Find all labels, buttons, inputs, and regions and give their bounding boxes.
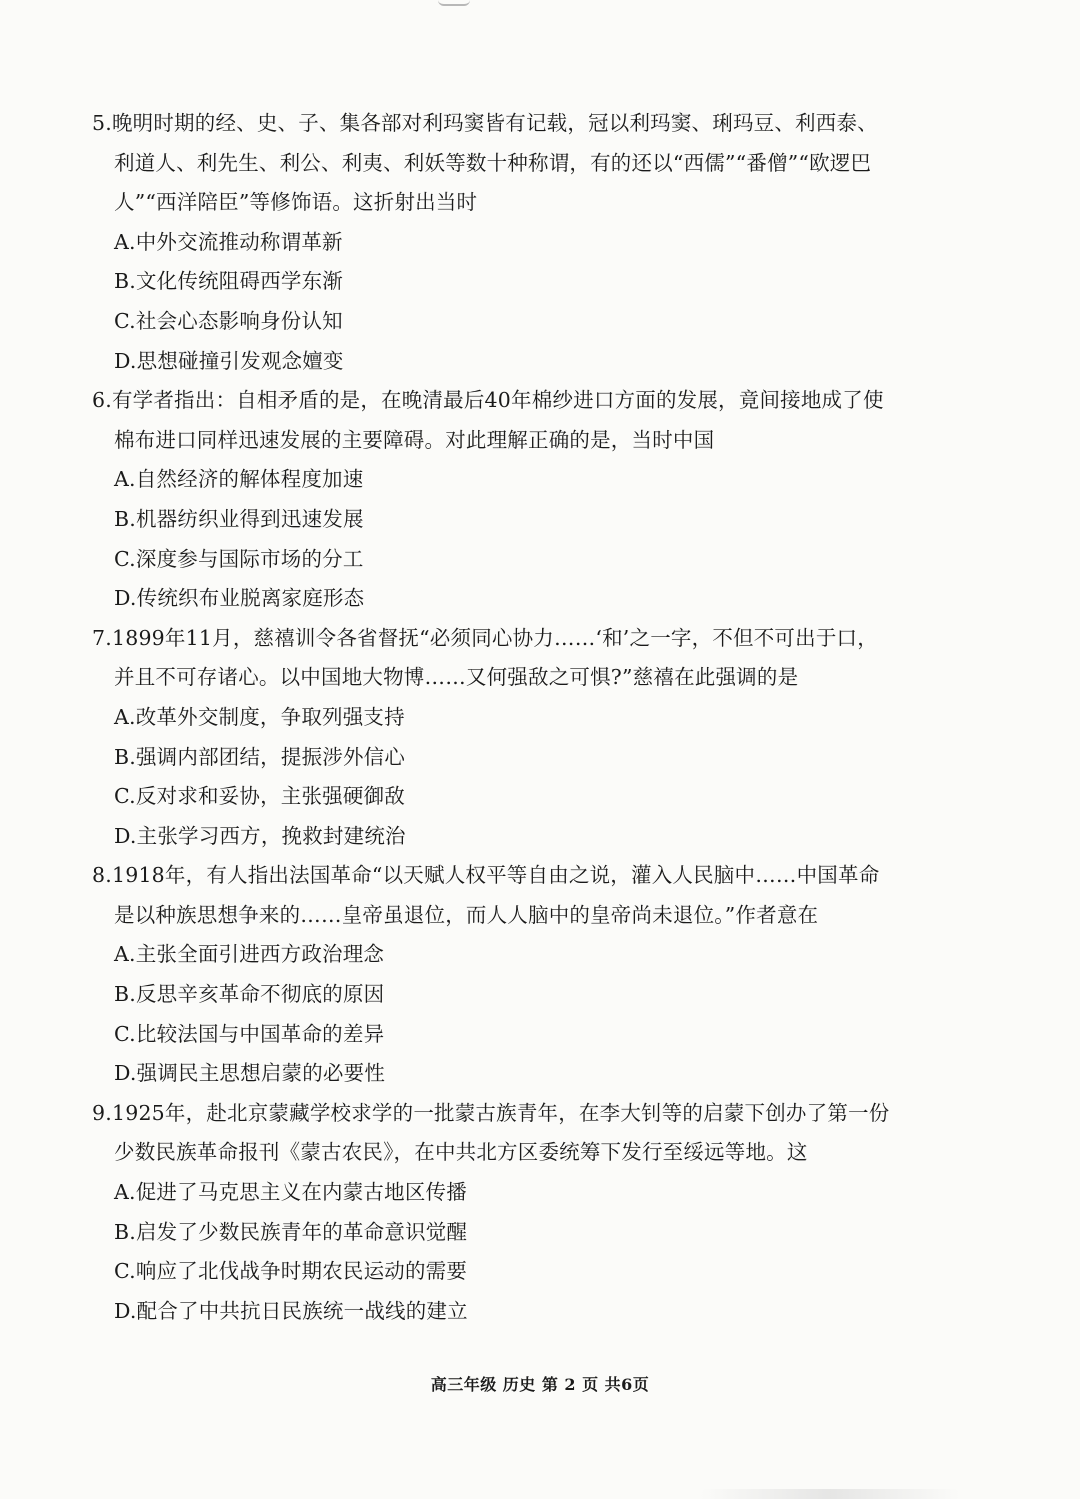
option-c: C.社会心态影响身份认知 <box>114 308 343 333</box>
option-a: A.促进了马克思主义在内蒙古地区传播 <box>114 1180 467 1205</box>
option-a: A.中外交流推动称谓革新 <box>114 229 343 254</box>
option-a: A.主张全面引进西方政治理念 <box>114 942 385 967</box>
option-d: D.思想碰撞引发观念嬗变 <box>114 348 344 373</box>
option-b: B.启发了少数民族青年的革命意识觉醒 <box>114 1219 468 1244</box>
option-a: A.自然经济的解体程度加速 <box>114 467 364 492</box>
option-c: C.深度参与国际市场的分工 <box>114 546 364 571</box>
option-list <box>92 460 892 618</box>
option-list <box>92 698 892 856</box>
option-b: B.机器纺织业得到迅速发展 <box>114 506 364 531</box>
question-9 <box>92 1094 892 1332</box>
question-5 <box>92 104 892 381</box>
option-list <box>92 1173 892 1331</box>
option-b: B.反思辛亥革命不彻底的原因 <box>114 982 385 1007</box>
question-stem: 7.1899年11月，慈禧训令各省督抚“必须同心协力……‘和’之一字，不但不可出于口，并且不可存诸心。以中国地大物博……又何强敌之可惧?”慈禧在此强调的是 <box>92 625 878 690</box>
scan-smudge <box>700 1489 960 1499</box>
option-list <box>92 223 892 381</box>
question-stem: 6.有学者指出：自相矛盾的是，在晚清最后40年棉纱进口方面的发展，竟间接地成了使棉布进口同样迅速发展的主要障碍。对此理解正确的是，当时中国 <box>92 388 884 452</box>
question-stem: 8.1918年，有人指出法国革命“以天赋人权平等自由之说，灌入人民脑中……中国革命是以种族思想争来的……皇帝虽退位，而人人脑中的皇帝尚未退位。”作者意在 <box>92 863 880 927</box>
question-6 <box>92 381 892 619</box>
option-d: D.主张学习西方，挽救封建统治 <box>114 823 406 848</box>
question-8 <box>92 856 892 1094</box>
option-b: B.强调内部团结，提振涉外信心 <box>114 744 406 769</box>
scan-mark <box>438 0 470 6</box>
option-d: D.配合了中共抗日民族统一战线的建立 <box>114 1298 468 1323</box>
option-d: D.强调民主思想启蒙的必要性 <box>114 1061 386 1086</box>
question-stem: 5.晚明时期的经、史、子、集各部对利玛窦皆有记载，冠以利玛窦、琍玛豆、利西泰、利道人、利先生、利公、利夷、利妖等数十种称谓，有的还以“西儒”“番僧”“欧逻巴人”“西洋陪臣”等修饰语。这折射出当时 <box>92 111 878 215</box>
option-list <box>92 935 892 1093</box>
option-a: A.改革外交制度，争取列强支持 <box>114 704 405 729</box>
option-d: D.传统织布业脱离家庭形态 <box>114 586 365 611</box>
option-c: C.响应了北伐战争时期农民运动的需要 <box>114 1259 468 1284</box>
option-b: B.文化传统阻碍西学东渐 <box>114 269 343 294</box>
option-c: C.比较法国与中国革命的差异 <box>114 1021 385 1046</box>
option-c: C.反对求和妥协，主张强硬御敌 <box>114 784 405 809</box>
page-footer: 高三年级 历史 第 2 页 共6页 <box>430 1375 650 1394</box>
question-stem: 9.1925年，赴北京蒙藏学校求学的一批蒙古族青年，在李大钊等的启蒙下创办了第一份少数民族革命报刊《蒙古农民》，在中共北方区委统筹下发行至绥远等地。这 <box>92 1100 890 1165</box>
exam-questions <box>92 104 892 1331</box>
question-7 <box>92 619 892 857</box>
